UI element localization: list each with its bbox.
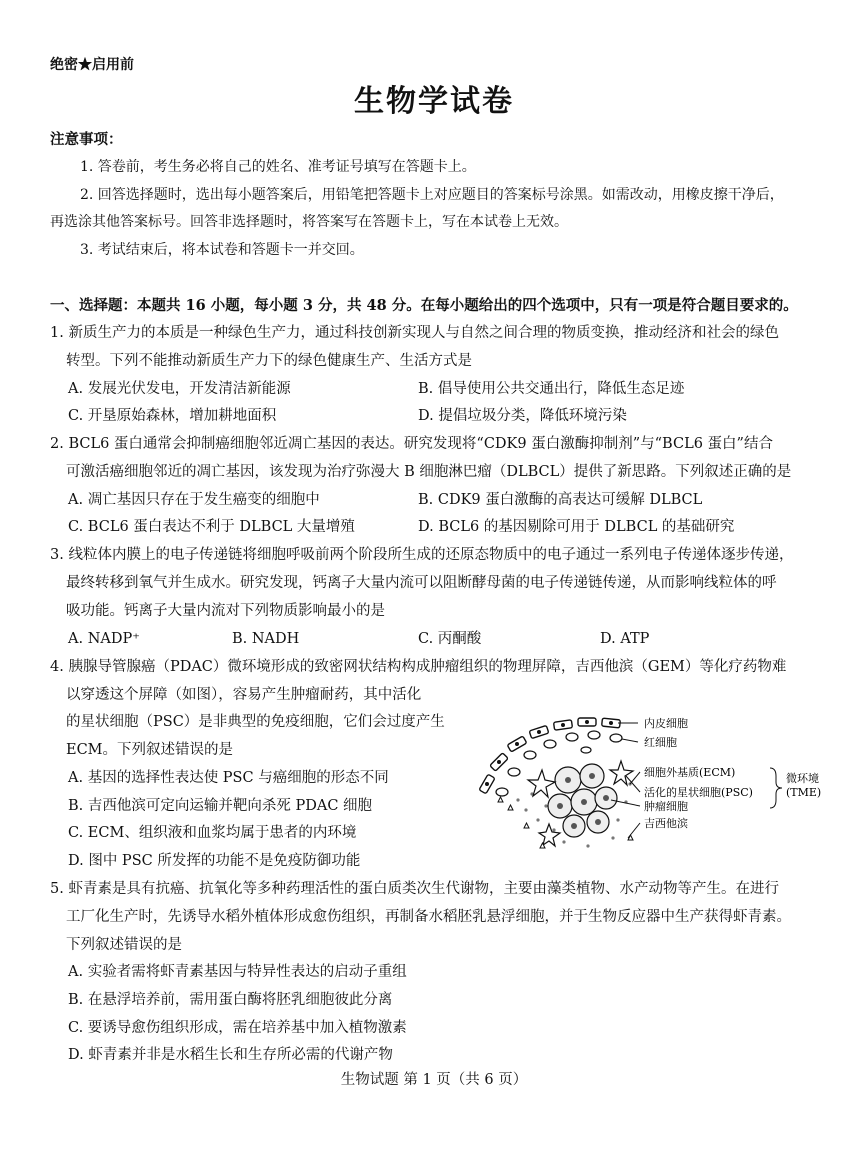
figure-label-tumor: 肿瘤细胞 [644,800,688,813]
q5-option-c: C. 要诱导愈伤组织形成，需在培养基中加入植物激素 [68,1020,407,1036]
page-title: 生物学试卷 [354,84,514,119]
notice-item-1: 1. 答卷前，考生务必将自己的姓名、准考证号填写在答题卡上。 [80,159,476,175]
q4-stem-line2: 以穿透这个屏障（如图），容易产生肿瘤耐药，其中活化 [66,687,422,703]
q3-stem-line1: 3. 线粒体内膜上的电子传递链将细胞呼吸前两个阶段所生成的还原态物质中的电子通过一系列电子传递体逐步传递， [50,547,794,563]
q4-stem-line4: ECM。下列叙述错误的是 [66,742,234,758]
q4-stem-line1: 4. 胰腺导管腺癌（PDAC）微环境形成的致密网状结构构成肿瘤组织的物理屏障，吉西他滨（GEM）等化疗药物难 [50,659,787,675]
q2-option-c: C. BCL6 蛋白表达不利于 DLBCL 大量增殖 [68,519,355,535]
q2-option-a: A. 凋亡基因只存在于发生癌变的细胞中 [68,492,320,508]
q2-stem-line1: 2. BCL6 蛋白通常会抑制癌细胞邻近凋亡基因的表达。研究发现将“CDK9 蛋白激酶抑制剂”与“BCL6 蛋白”结合 [50,436,773,452]
q1-stem-line2: 转型。下列不能推动新质生产力下的绿色健康生产、生活方式是 [66,353,472,369]
q4-option-c: C. ECM、组织液和血浆均属于患者的内环境 [68,825,357,841]
q5-stem-line2: 工厂化生产时，先诱导水稻外植体形成愈伤组织，再制备水稻胚乳悬浮细胞，并于生物反应器中生产获得虾青素。 [66,909,791,925]
figure-label-endothelial: 内皮细胞 [644,717,688,730]
figure-label-ecm: 细胞外基质(ECM) [644,766,736,779]
q5-option-b: B. 在悬浮培养前，需用蛋白酶将胚乳细胞彼此分离 [68,992,393,1008]
figure-group-label: 微环境 [786,772,819,785]
q3-option-c: C. 丙酮酸 [418,631,482,647]
q2-option-b: B. CDK9 蛋白激酶的高表达可缓解 DLBCL [418,492,703,508]
q3-option-d: D. ATP [600,631,650,647]
figure-label-gem: 吉西他滨 [644,817,688,830]
notice-item-3: 3. 考试结束后，将本试卷和答题卡一并交回。 [80,242,364,258]
notice-item-2-cont: 再选涂其他答案标号。回答非选择题时，将答案写在答题卡上，写在本试卷上无效。 [50,214,568,230]
q1-option-b: B. 倡导使用公共交通出行，降低生态足迹 [418,381,685,397]
q1-option-c: C. 开垦原始森林，增加耕地面积 [68,408,277,424]
q4-stem-line3: 的星状细胞（PSC）是非典型的免疫细胞，它们会过度产生 [66,714,445,730]
q4-option-a: A. 基因的选择性表达使 PSC 与癌细胞的形态不同 [68,770,389,786]
q1-option-d: D. 提倡垃圾分类，降低环境污染 [418,408,627,424]
figure-label-rbc: 红细胞 [644,736,677,749]
q4-option-d: D. 图中 PSC 所发挥的功能不是免疫防御功能 [68,853,361,869]
brace-icon [770,768,782,808]
q1-stem-line1: 1. 新质生产力的本质是一种绿色生产力，通过科技创新实现人与自然之间合理的物质变换，推动经济和社会的绿色 [50,325,779,341]
q3-option-a: A. NADP⁺ [68,631,140,647]
figure-group-label-abbr: (TME) [786,786,822,799]
q1-option-a: A. 发展光伏发电，开发清洁新能源 [68,381,291,397]
notice-item-2: 2. 回答选择题时，选出每小题答案后，用铅笔把答题卡上对应题目的答案标号涂黑。如需改动，用橡皮擦干净后， [80,187,784,203]
tumor-microenvironment-figure [468,710,830,860]
page-footer: 生物试题 第 1 页（共 6 页） [340,1072,528,1088]
q5-stem-line1: 5. 虾青素是具有抗癌、抗氧化等多种药理活性的蛋白质类次生代谢物，主要由藻类植物、水产动物等产生。在进行 [50,881,779,897]
q5-option-a: A. 实验者需将虾青素基因与特异性表达的启动子重组 [68,964,407,980]
q3-stem-line3: 吸功能。钙离子大量内流对下列物质影响最小的是 [66,603,385,619]
q3-stem-line2: 最终转移到氧气并生成水。研究发现，钙离子大量内流可以阻断酵母菌的电子传递链传递，从而影响线粒体的呼 [66,575,777,591]
section-heading: 一、选择题：本题共 16 小题，每小题 3 分，共 48 分。在每小题给出的四个选项中，只有一项是符合题目要求的。 [50,297,798,314]
q5-option-d: D. 虾青素并非是水稻生长和生存所必需的代谢产物 [68,1047,393,1063]
q2-option-d: D. BCL6 的基因剔除可用于 DLBCL 的基础研究 [418,519,735,535]
q3-option-b: B. NADH [232,631,300,647]
q2-stem-line2: 可激活癌细胞邻近的凋亡基因，该发现为治疗弥漫大 B 细胞淋巴瘤（DLBCL）提供了新思路。下列叙述正确的是 [66,464,792,480]
q5-stem-line3: 下列叙述错误的是 [66,937,182,953]
q4-option-b: B. 吉西他滨可定向运输并靶向杀死 PDAC 细胞 [68,798,373,814]
figure-label-psc: 活化的星状细胞(PSC) [644,786,753,799]
secret-mark: 绝密★启用前 [50,57,134,73]
notice-heading: 注意事项： [50,131,123,148]
